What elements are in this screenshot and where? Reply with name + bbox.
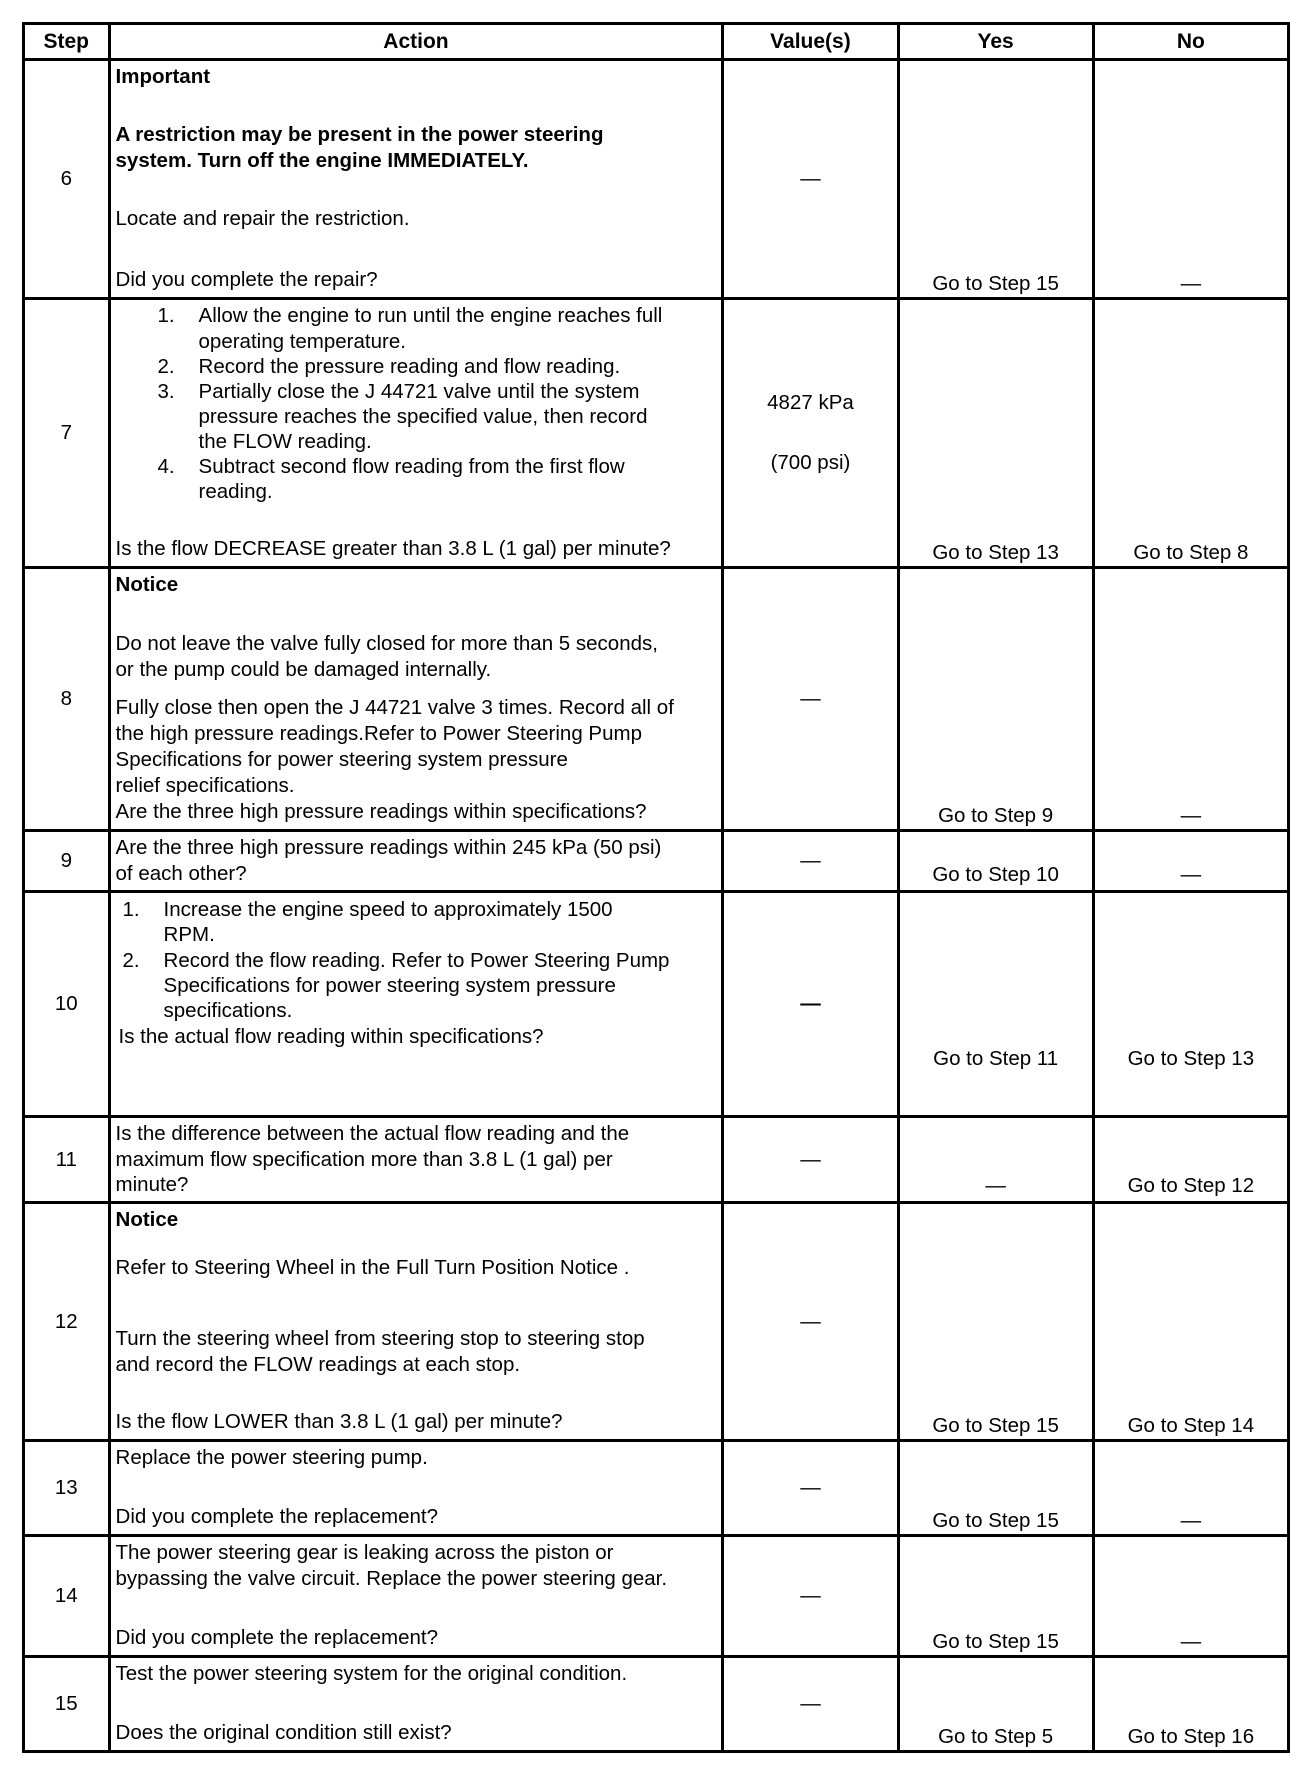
- yes-cell: Go to Step 15: [898, 1536, 1093, 1657]
- table-row: [24, 831, 1289, 892]
- step-number: 14: [24, 1536, 110, 1657]
- step-number: 12: [24, 1203, 110, 1441]
- action-question: Did you complete the replacement?: [115, 1626, 439, 1649]
- action-text: the high pressure readings.Refer to Power Steering Pump: [115, 722, 642, 745]
- no-cell: —: [1093, 1536, 1288, 1657]
- action-question: Is the flow LOWER than 3.8 L (1 gal) per minute?: [115, 1410, 563, 1433]
- value-cell: —: [723, 1117, 898, 1203]
- notice-label: Notice: [115, 573, 179, 596]
- step-number: 6: [24, 60, 110, 299]
- list-text: Increase the engine speed to approximately 1500: [163, 898, 613, 921]
- no-cell: Go to Step 12: [1093, 1117, 1288, 1203]
- action-question: Did you complete the replacement?: [115, 1505, 439, 1528]
- warning-line: system. Turn off the engine IMMEDIATELY.: [115, 149, 529, 172]
- yes-cell: Go to Step 15: [898, 1441, 1093, 1536]
- value-cell: [723, 299, 898, 568]
- action-cell: [109, 1441, 723, 1536]
- list-text: pressure reaches the specified value, then record: [198, 405, 648, 428]
- list-number: 1.: [157, 304, 175, 327]
- list-number: 3.: [157, 380, 175, 403]
- no-cell: —: [1093, 831, 1288, 892]
- important-label: Important: [115, 65, 211, 88]
- action-text: Specifications for power steering system pressure: [115, 748, 568, 771]
- action-text: relief specifications.: [115, 774, 295, 797]
- action-question: Is the actual flow reading within specifications?: [118, 1025, 544, 1048]
- list-text: the FLOW reading.: [198, 430, 372, 453]
- action-text: bypassing the valve circuit. Replace the power steering gear.: [115, 1567, 668, 1590]
- action-cell: [109, 1203, 723, 1441]
- list-number: 1.: [122, 898, 140, 921]
- step-number: 10: [24, 892, 110, 1117]
- value-cell: —: [723, 1441, 898, 1536]
- list-text: Record the pressure reading and flow reading.: [198, 355, 621, 378]
- table-row: [24, 1117, 1289, 1203]
- yes-cell: —: [898, 1117, 1093, 1203]
- no-cell: Go to Step 14: [1093, 1203, 1288, 1441]
- no-cell: Go to Step 16: [1093, 1657, 1288, 1752]
- table-row: [24, 1203, 1289, 1441]
- list-text: Subtract second flow reading from the first flow: [198, 455, 625, 478]
- no-cell: —: [1093, 568, 1288, 831]
- value-cell: —: [723, 831, 898, 892]
- yes-cell: Go to Step 11: [898, 892, 1093, 1117]
- diagnostic-table: [22, 22, 1290, 1753]
- step-number: 11: [24, 1117, 110, 1203]
- table-row: [24, 1657, 1289, 1752]
- table-row: [24, 892, 1289, 1117]
- table-row: [24, 568, 1289, 831]
- no-cell: Go to Step 13: [1093, 892, 1288, 1117]
- yes-cell: Go to Step 9: [898, 568, 1093, 831]
- action-text: of each other?: [115, 862, 247, 885]
- value-cell: —: [723, 1203, 898, 1441]
- action-cell: [109, 831, 723, 892]
- header-values: Value(s): [723, 24, 898, 60]
- list-text: Allow the engine to run until the engine reaches full: [198, 304, 663, 327]
- table-row: [24, 60, 1289, 299]
- notice-line: Refer to Steering Wheel in the Full Turn Position Notice .: [115, 1256, 630, 1279]
- list-number: 4.: [157, 455, 175, 478]
- value-cell: —: [723, 892, 898, 1117]
- header-action: Action: [109, 24, 723, 60]
- table-row: [24, 299, 1289, 568]
- action-cell: [109, 892, 723, 1117]
- action-question: Are the three high pressure readings within specifications?: [115, 800, 647, 823]
- list-text: specifications.: [163, 999, 293, 1022]
- step-number: 15: [24, 1657, 110, 1752]
- table-header-row: [24, 24, 1289, 60]
- value-cell: —: [723, 60, 898, 299]
- notice-line: or the pump could be damaged internally.: [115, 658, 492, 681]
- action-text: Replace the power steering pump.: [115, 1446, 428, 1469]
- header-step: Step: [24, 24, 110, 60]
- header-yes: Yes: [898, 24, 1093, 60]
- action-text: and record the FLOW readings at each stop.: [115, 1353, 521, 1376]
- yes-cell: Go to Step 15: [898, 1203, 1093, 1441]
- action-cell: [109, 1536, 723, 1657]
- action-cell: [109, 1657, 723, 1752]
- list-text: Specifications for power steering system pressure: [163, 974, 616, 997]
- value-cell: —: [723, 1657, 898, 1752]
- step-number: 9: [24, 831, 110, 892]
- list-text: operating temperature.: [198, 330, 406, 353]
- action-cell: [109, 299, 723, 568]
- list-text: RPM.: [163, 923, 215, 946]
- table-row: [24, 1441, 1289, 1536]
- value-metric: 4827 kPa: [767, 391, 854, 414]
- step-number: 7: [24, 299, 110, 568]
- list-number: 2.: [157, 355, 175, 378]
- table-row: [24, 1536, 1289, 1657]
- no-cell: Go to Step 8: [1093, 299, 1288, 568]
- value-cell: —: [723, 1536, 898, 1657]
- action-question: Did you complete the repair?: [115, 268, 378, 291]
- no-cell: —: [1093, 1441, 1288, 1536]
- value-imperial: (700 psi): [770, 451, 851, 474]
- header-no: No: [1093, 24, 1288, 60]
- list-number: 2.: [122, 949, 140, 972]
- action-cell: [109, 568, 723, 831]
- yes-cell: Go to Step 15: [898, 60, 1093, 299]
- action-cell: [109, 1117, 723, 1203]
- step-number: 13: [24, 1441, 110, 1536]
- notice-line: Do not leave the valve fully closed for more than 5 seconds,: [115, 632, 658, 655]
- action-text: Turn the steering wheel from steering stop to steering stop: [115, 1327, 645, 1350]
- yes-cell: Go to Step 13: [898, 299, 1093, 568]
- action-text: Test the power steering system for the original condition.: [115, 1662, 628, 1685]
- yes-cell: Go to Step 10: [898, 831, 1093, 892]
- action-text: The power steering gear is leaking across the piston or: [115, 1541, 614, 1564]
- no-cell: —: [1093, 60, 1288, 299]
- action-question: Does the original condition still exist?: [115, 1721, 452, 1744]
- value-cell: —: [723, 568, 898, 831]
- action-text: Are the three high pressure readings within 245 kPa (50 psi): [115, 836, 662, 859]
- action-text: Is the difference between the actual flow reading and the: [115, 1122, 630, 1145]
- yes-cell: Go to Step 5: [898, 1657, 1093, 1752]
- list-text: reading.: [198, 480, 273, 503]
- notice-label: Notice: [115, 1208, 179, 1231]
- action-question: Is the flow DECREASE greater than 3.8 L (1 gal) per minute?: [115, 537, 671, 560]
- list-text: Record the flow reading. Refer to Power Steering Pump: [163, 949, 670, 972]
- list-text: Partially close the J 44721 valve until the system: [198, 380, 640, 403]
- action-text: minute?: [115, 1173, 189, 1196]
- warning-line: A restriction may be present in the power steering: [115, 123, 604, 146]
- step-number: 8: [24, 568, 110, 831]
- action-text: Locate and repair the restriction.: [115, 207, 410, 230]
- action-text: maximum flow specification more than 3.8 L (1 gal) per: [115, 1148, 613, 1171]
- action-cell: [109, 60, 723, 299]
- action-text: Fully close then open the J 44721 valve 3 times. Record all of: [115, 696, 674, 719]
